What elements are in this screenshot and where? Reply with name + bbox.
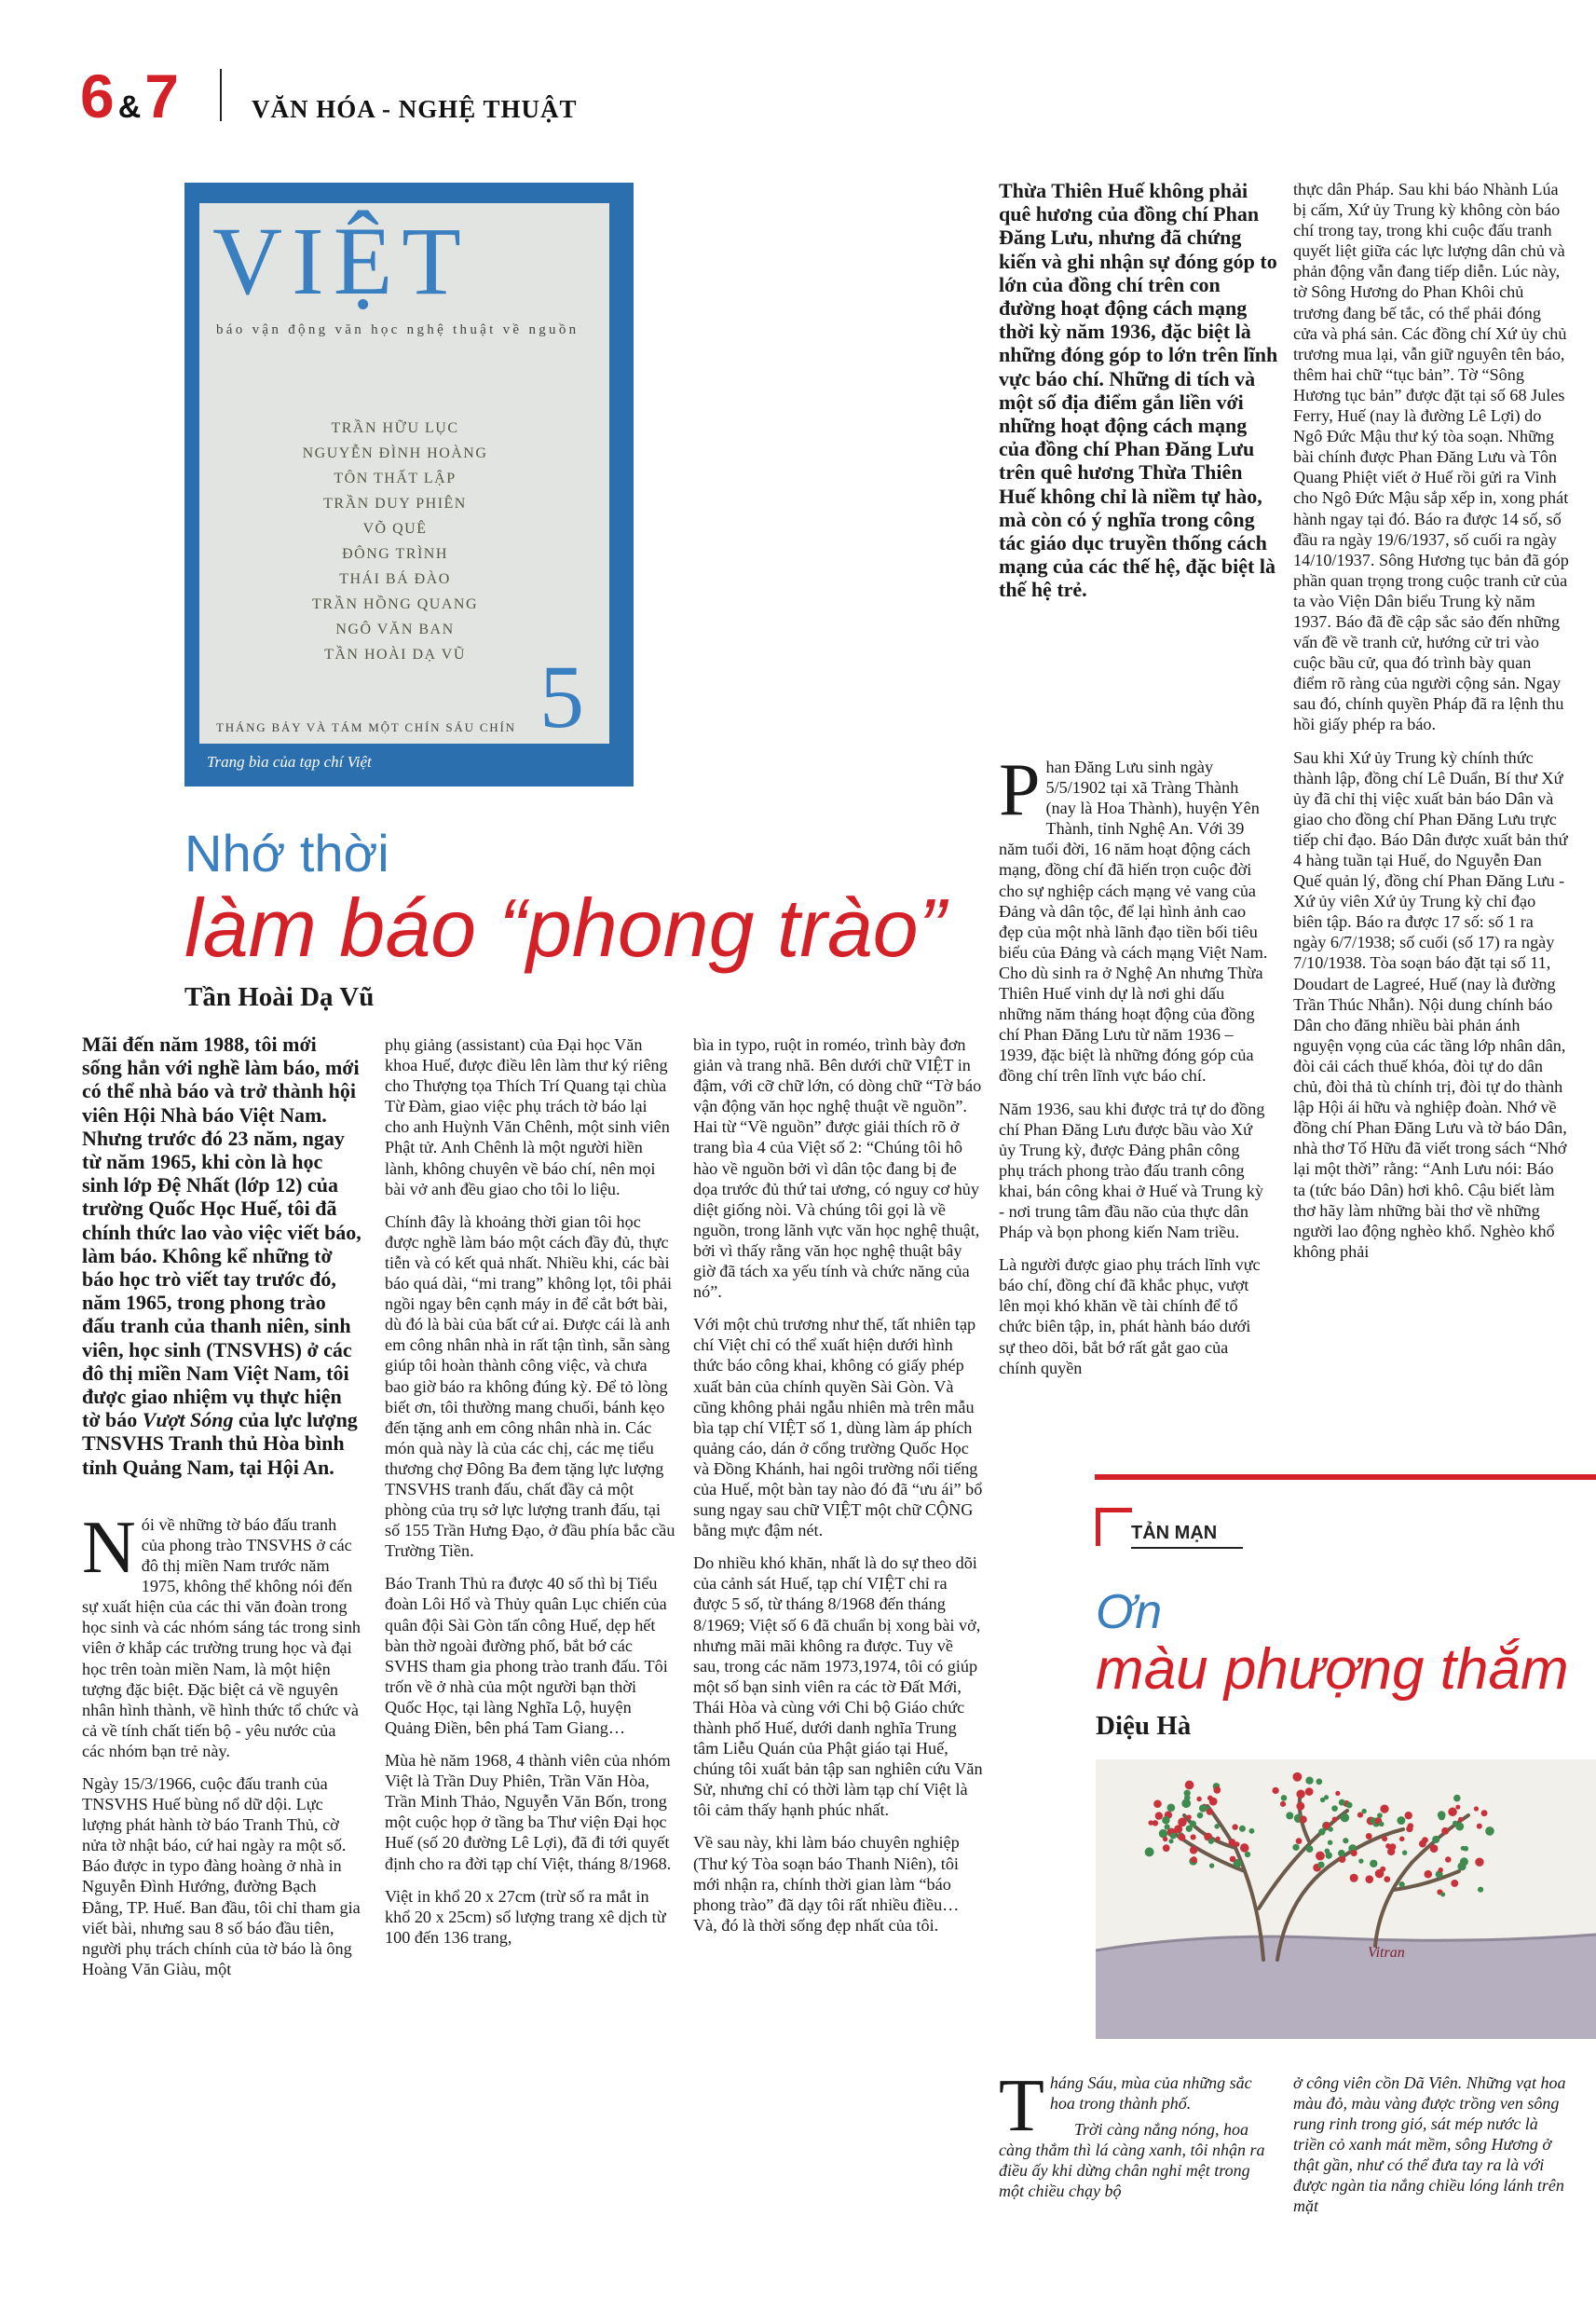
painting-leaf: [1455, 1805, 1460, 1810]
cover-name: NGUYỄN ĐÌNH HOÀNG: [302, 445, 488, 461]
painting-leaf: [1305, 1777, 1313, 1785]
article-title-line1: Nhớ thời: [184, 824, 389, 882]
painting-leaf: [1361, 1809, 1366, 1813]
painting-leaf: [1296, 1789, 1304, 1798]
painting-leaf: [1438, 1811, 1446, 1819]
painting-leaf: [1163, 1844, 1170, 1852]
paragraph: phụ giảng (assistant) của Đại học Văn khoa Huế, được điều lên làm thư ký riêng cho Thượng tọa Thích Trí Quang tại chùa Từ Đàm, giao việc phụ trách tờ báo lại cho anh Huỳnh Văn Chênh, một sinh viên Phật tử. Anh Chênh là một người hiền lành, không chuyên về báo chí, nên mọi bài vở anh đều giao cho tôi lo liệu.: [385, 1035, 670, 1198]
painting-leaf: [1377, 1813, 1383, 1818]
painting-leaf: [1190, 1821, 1196, 1827]
drop-cap: P: [999, 749, 1041, 831]
painting-leaf: [1432, 1836, 1439, 1843]
paragraph: Việt in khổ 20 x 27cm (trừ số ra mắt in khổ 20 x 25cm) số lượng trang xê dịch từ 100 đến 136 trang,: [385, 1886, 666, 1947]
painting-leaf: [1387, 1848, 1395, 1855]
painting-leaf: [1384, 1876, 1390, 1882]
painting-leaf: [1148, 1820, 1153, 1825]
painting-leaf: [1463, 1846, 1468, 1852]
painting-leaf: [1209, 1798, 1218, 1806]
painting-leaf: [1445, 1856, 1452, 1863]
painting-leaf: [1478, 1887, 1483, 1893]
cover-name: TRẦN HỮU LỤC: [331, 420, 459, 436]
painting-leaf: [1358, 1858, 1363, 1863]
paragraph: han Đăng Lưu sinh ngày 5/5/1902 tại xã Tràng Thành (nay là Hoa Thành), huyện Yên Thành, tỉnh Nghệ An. Với 39 năm tuổi đời, 16 năm hoạt động cách mạng, đồng chí đã hiến trọn cuộc đời cho sự nghiệp cách mạng vẻ vang của Đảng và dân tộc, để lại hình ảnh cao đẹp của một nhà lãnh đạo tiền bối tiêu biểu của Đảng và cách mạng Việt Nam. Cho dù sinh ra ở Nghệ An nhưng Thừa Thiên Huế vinh dự là nơi ghi dấu những năm tháng hoạt động của đồng chí Phan Đăng Lưu từ năm 1936 – 1939, đặc biệt là những đóng góp của đồng chí trên lĩnh vực báo chí.: [999, 758, 1268, 1086]
painting-leaf: [1163, 1837, 1167, 1841]
painting-leaf: [1453, 1795, 1461, 1802]
painting-leaf: [1350, 1874, 1358, 1882]
cover-name: TÔN THẤT LẬP: [334, 471, 457, 486]
paragraph: ói về những tờ báo đấu tranh của phong trào TNSVHS ở các đô thị miền Nam trước năm 1975, không thể không nói đến sự xuất hiện của các thi văn đoàn trong học sinh và các nhóm sáng tác trong sinh viên ở khắp các trường trung học và đại học trên toàn miền Nam, là một hiện tượng đặc biệt. Đặc biệt cả về nguyên nhân hình thành, về hình thức tổ chức và cả về tính chất tiến bộ - yêu nước của các nhóm bạn trẻ này.: [82, 1514, 361, 1760]
painting-leaf: [1441, 1827, 1449, 1835]
painting-leaf: [1232, 1824, 1237, 1829]
painting-leaf: [1481, 1810, 1488, 1816]
painting-leaf: [1320, 1798, 1325, 1802]
painting-leaf: [1191, 1856, 1197, 1863]
painting-leaf: [1331, 1805, 1338, 1812]
painting-leaf: [1405, 1812, 1412, 1819]
section-title: VĂN HÓA - NGHỆ THUẬT: [252, 95, 578, 123]
painting-leaf: [1296, 1838, 1303, 1844]
painting-leaf: [1317, 1862, 1324, 1868]
painting-leaf: [1245, 1852, 1250, 1857]
painting-leaf: [1424, 1870, 1432, 1879]
paragraph: Ngày 15/3/1966, cuộc đấu tranh của TNSVHS Huế bùng nổ dữ dội. Lực lượng phát hành tờ báo Tranh Thủ, cờ nửa tờ nhật báo, cứ hai ngày ra một số. Báo được in typo đàng hoàng ở nhà in Nguyễn Đình Hướng, đường Bạch Đằng, TP. Huế. Ban đầu, tôi chỉ tham gia viết bài, nhưng sau 8 số báo đầu tiên, người phụ trách chính của tờ báo là ông Hoàng Văn Giàu, một: [82, 1773, 361, 1978]
painting-leaf: [1305, 1787, 1314, 1796]
cover-name: TRẦN HỒNG QUANG: [311, 596, 479, 612]
painting-leaf: [1485, 1826, 1494, 1836]
paragraph: Với một chủ trương như thế, tất nhiên tạp chí Việt chỉ có thể xuất hiện dưới hình thức báo công khai, không có giấy phép xuất bản của chính quyền Sài Gòn. Và cũng không phải ngẫu nhiên mà trên mẫu bìa tạp chí VIỆT số 1, dùng làm áp phích quảng cáo, dán ở cổng trường Quốc Học và Đồng Khánh, hai ngôi trường nổi tiếng của Huế, một bàn tay nào đó đã “ưu ái” bổ sung ngay sau chữ VIỆT một chữ CỘNG bằng mực đậm nét.: [693, 1315, 983, 1540]
cover-caption: Trang bìa của tạp chí Việt: [207, 753, 372, 771]
painting-leaf: [1406, 1826, 1412, 1832]
painting-leaf: [1249, 1828, 1255, 1834]
cover-subtitle: báo vận động văn học nghệ thuật về nguồn: [216, 322, 580, 337]
label-underline: [1131, 1547, 1243, 1549]
painting-leaf: [1328, 1826, 1332, 1831]
paragraph: Sau khi Xứ ủy Trung kỳ chính thức thành lập, đồng chí Lê Duẩn, Bí thư Xứ ủy đã chỉ thị việc xuất bản báo Dân và giao cho đồng chí Phan Đăng Lưu trực tiếp chỉ đạo. Báo Dân được xuất bản thứ 4 hàng tuần tại Huế, do Nguyễn Đan Quế quản lý, đồng chí Phan Đăng Lưu - Xứ ủy viên Xứ ủy Trung kỳ chỉ đạo biên tập. Báo ra được 17 số: số 1 ra ngày 6/7/1938; số cuối (số 17) ra ngày 7/10/1938. Tòa soạn báo đặt tại số 11, Doudart de Lagreé, Huế (nay là đường Trần Thúc Nhẫn). Nội dung chính báo Dân cho đăng nhiều bài phản ánh nguyện vọng của các tầng lớp nhân dân, đòi cải cách thuế khóa, đòi tự do dân chủ, đòi thả tù chính trị, đòi tự do thành lập Hội ái hữu và nghiệp đoàn. Nhớ về đồng chí Phan Đăng Lưu và tờ báo Dân, nhà thơ Tố Hữu đã viết trong sách “Nhớ lại một thời” rằng: “Anh Lưu nói: Báo ta (tức báo Dân) hơi khô. Cậu biết làm thơ hãy làm những bài thơ về những người lao động nghèo khổ. Nghèo khổ không phải: [1293, 747, 1568, 1261]
painting-leaf: [1199, 1804, 1207, 1812]
painting-leaf: [1213, 1786, 1221, 1794]
painting-leaf: [1335, 1791, 1340, 1796]
painting-leaf: [1460, 1857, 1468, 1866]
painting-leaf: [1385, 1843, 1391, 1849]
paragraph: Năm 1936, sau khi được trả tự do đồng chí Phan Đăng Lưu được bầu vào Xứ ủy Trung kỳ, được Đảng phân công phụ trách phong trào đấu tranh công khai, bán công khai ở Huế và Trung kỳ - nơi trung tâm đầu não của thực dân Pháp và bọn phong kiến Nam triều.: [999, 1099, 1265, 1242]
flame-tree-painting: [1096, 1759, 1596, 2039]
painting-leaf: [1351, 1850, 1357, 1856]
label-bracket: [1096, 1508, 1132, 1546]
painting-leaf: [1190, 1846, 1197, 1854]
sidebar-column-right: [1293, 179, 1569, 1274]
paragraph: háng Sáu, mùa của những sắc hoa trong thành phố.: [1049, 2073, 1252, 2113]
essay-column-left: [999, 2065, 1275, 2201]
painting-leaf: [1422, 1837, 1428, 1843]
cover-name: TRẦN DUY PHIÊN: [323, 496, 467, 512]
painting-leaf: [1440, 1892, 1445, 1896]
cover-name: VÕ QUÊ: [362, 521, 428, 537]
painting-leaf: [1399, 1837, 1404, 1841]
painting-leaf: [1339, 1799, 1345, 1806]
painting-leaf: [1272, 1787, 1278, 1794]
painting-leaf: [1438, 1867, 1442, 1872]
essay-title-line2: màu phượng thắm: [1096, 1637, 1569, 1702]
painting-leaf: [1185, 1781, 1194, 1790]
paragraph: Trời càng nắng nóng, hoa càng thắm thì lá càng xanh, tôi nhận ra điều ấy khi dừng chân nghỉ mệt trong một chiều chạy bộ: [999, 2120, 1265, 2200]
cover-name: NGÔ VĂN BAN: [335, 622, 455, 637]
painting-leaf: [1208, 1839, 1214, 1844]
essay-column-right: [1293, 2073, 1569, 2216]
column-label: TẢN MẠN: [1131, 1523, 1218, 1543]
painting-leaf: [1341, 1813, 1350, 1823]
article-column-3: [693, 1034, 984, 1948]
article-author: Tần Hoài Dạ Vũ: [184, 982, 375, 1012]
cover-name: TẦN HOÀI DẠ VŨ: [324, 647, 466, 663]
drop-cap: T: [999, 2065, 1044, 2147]
painting-leaf: [1166, 1803, 1175, 1812]
article-column-1: [82, 1033, 361, 1991]
essay-title-line1: Ơn: [1096, 1585, 1163, 1639]
painting-leaf: [1281, 1795, 1288, 1801]
painting-leaf: [1379, 1822, 1385, 1827]
painting-leaf: [1380, 1805, 1388, 1813]
painting-leaf: [1306, 1845, 1314, 1853]
painting-leaf: [1357, 1813, 1363, 1818]
painting-leaf: [1196, 1797, 1201, 1801]
painting-leaf: [1338, 1850, 1345, 1857]
painting-leaf: [1280, 1801, 1286, 1807]
painting-leaf: [1448, 1808, 1457, 1817]
painting-leaf: [1318, 1828, 1325, 1835]
header-divider: [220, 69, 222, 121]
painting-leaf: [1474, 1806, 1479, 1811]
painting-leaf: [1477, 1824, 1482, 1829]
painting-leaf: [1159, 1829, 1167, 1838]
painting-leaf: [1382, 1836, 1387, 1841]
painting-leaf: [1170, 1833, 1177, 1840]
painting-leaf: [1398, 1881, 1404, 1887]
painting-leaf: [1240, 1843, 1249, 1853]
painting-leaf: [1292, 1772, 1302, 1782]
painting-leaf: [1286, 1812, 1293, 1819]
painting-leaf: [1430, 1844, 1439, 1853]
painting-leaf: [1453, 1821, 1457, 1826]
article-lead: Mãi đến năm 1988, tôi mới sống hẳn với nghề làm báo, mới có thể nhà báo và trở thành hội viên Hội Nhà báo Việt Nam. Nhưng trước đó 23 năm, ngay từ năm 1965, khi còn là học sinh lớp Đệ Nhất (lớp 12) của trường Quốc Học Huế, tôi đã chính thức lao vào việc viết báo, làm báo. Không kể những tờ báo học trò viết tay trước đó, năm 1965, trong phong trào đấu tranh của thanh niên, sinh viên, học sinh (TNSVHS) ở các đô thị miền Nam Việt Nam, tôi được giao nhiệm vụ thực hiện tờ báo Vượt Sóng của lực lượng TNSVHS Tranh thủ Hòa bình tỉnh Quảng Nam, tại Hội An.: [82, 1033, 361, 1479]
painting-leaf: [1186, 1814, 1191, 1819]
painting-leaf: [1162, 1816, 1169, 1824]
painting-leaf: [1153, 1799, 1162, 1808]
painting-leaf: [1178, 1834, 1185, 1841]
paragraph: Là người được giao phụ trách lĩnh vực báo chí, đồng chí đã khắc phục, vượt lên mọi khó khăn về tài chính để tổ chức biên tập, in, phát hành báo dưới sự theo dõi, bắt bớ rất gắt gao của chính quyền: [999, 1255, 1261, 1377]
cover-name: ĐÔNG TRÌNH: [342, 546, 448, 562]
cover-issue-number: 5: [539, 647, 584, 746]
drop-cap: N: [82, 1506, 136, 1589]
painting-leaf: [1178, 1818, 1187, 1827]
cover-paper: [199, 203, 609, 744]
painting-leaf: [1397, 1816, 1405, 1825]
essay-author: Diệu Hà: [1096, 1711, 1192, 1741]
article-column-2: [385, 1034, 675, 1960]
painting-leaf: [1365, 1875, 1373, 1883]
article-title-line2: làm báo “phong trào”: [184, 882, 946, 974]
painting-leaf: [1165, 1824, 1170, 1829]
painting-leaf: [1458, 1817, 1463, 1822]
painting-leaf: [1239, 1826, 1246, 1832]
page-number: 6 &7: [80, 62, 179, 130]
section-divider: [1095, 1474, 1596, 1480]
cover-image: [184, 183, 634, 787]
paragraph: Do nhiều khó khăn, nhất là do sự theo dõi của cảnh sát Huế, tạp chí VIỆT chỉ ra được 5 số, từ tháng 8/1968 đến tháng 8/1969; Việt số 6 đã chuẩn bị xong bài vở, nhưng mãi mãi không ra được. Tuy về sau, trong các năm 1973,1974, tôi có giúp một số bạn sinh viên ra các tờ Đất Mới, Thái Hòa và cùng với Chi bộ Giáo chức thành phố Huế, dưới danh nghĩa Trung tâm Liễu Quán của Phật giáo tại Huế, chúng tôi xuất bản tập san nghiên cứu Văn Sử, nhưng chỉ có thời làm tạp chí Việt là tôi cảm thấy hạnh phúc nhất.: [693, 1553, 983, 1820]
painting-leaf: [1168, 1839, 1173, 1843]
painting-leaf: [1316, 1852, 1325, 1861]
painting-leaf: [1328, 1840, 1332, 1844]
paragraph: Mùa hè năm 1968, 4 thành viên của nhóm Việt là Trần Duy Phiên, Trần Văn Hòa, Trần Minh Thảo, Nguyễn Văn Bốn, trong một cuộc họp ở tầng ba Thư viện Đại học Huế (số 20 đường Lê Lợi), đã đi tới quyết định cho ra đời tạp chí Việt, tháng 8/1968.: [385, 1751, 672, 1873]
painting-leaf: [1475, 1857, 1483, 1866]
cover-names: [255, 416, 535, 667]
cover-footer: THÁNG BẢY VÀ TÁM MỘT CHÍN SÁU CHÍN: [216, 720, 516, 734]
paragraph: thực dân Pháp. Sau khi báo Nhành Lúa bị cấm, Xứ ủy Trung kỳ không còn báo chí trong tay, trong khi cuộc đấu tranh quyết liệt giữa các lực lượng dân chủ và phản động vẫn đang tiếp diễn. Lúc này, tờ Sông Hương do Phan Khôi chủ trương đang bế tắc, có thể phải đóng cửa và phá sản. Các đồng chí Xứ ủy chủ trương mua lại, vẫn giữ nguyên tên báo, thêm hai chữ “tục bản”. Tờ “Sông Hương tục bản” được đặt tại số 68 Jules Ferry, Huế (nay là đường Lê Lợi) do Ngô Đức Mậu thư ký tòa soạn. Những bài chính được Phan Đăng Lưu và Tôn Quang Phiệt viết ở Huế rồi gửi ra Vinh cho Ngô Đức Mậu sắp xếp in, xong phát hành ngay tại đó. Báo ra được 14 số, số đầu ra ngày 19/6/1937, số cuối ra ngày 14/10/1937. Sông Hương tục bản đã góp phần quan trọng trong cuộc tranh cử của ta vào Viện Dân biểu Trung kỳ năm 1937. Báo đã đề cập sắc sảo đến những vấn đề về tranh cử, hướng cử tri vào cuộc bầu cử, qua đó trình bày quan điểm rõ ràng của người cộng sản. Ngay sau đó, chính quyền Pháp đã ra lệnh thu hồi giấy phép ra báo.: [1293, 180, 1569, 734]
paragraph: Chính đây là khoảng thời gian tôi học được nghề làm báo một cách đầy đủ, thực tiễn và có kết quả nhất. Nhiều khi, các bài báo quá dài, “mi trang” không lọt, tôi phải ngồi ngay bên cạnh máy in để cắt bớt bài, dù đó là bài của bất cứ ai. Được cái là anh em công nhân nhà in rất tận tình, sẵn sàng giúp tôi hoàn thành công việc, và chưa bao giờ báo ra không đúng kỳ. Để tỏ lòng biết ơn, tôi thường mang chuối, bánh kẹo đến tặng anh em công nhân nhà in. Các món quà này là của các chị, các mẹ tiểu thương chợ Đông Ba đem tặng lực lượng TNSVHS tranh đấu, chất đầy cả một phòng của trụ sở lực lượng tranh đấu, tại số 155 Trần Hưng Đạo, ở đầu phía bắc cầu Trường Tiền.: [385, 1211, 675, 1561]
paragraph: ở công viên cồn Dã Viên. Những vạt hoa màu đỏ, màu vàng được trồng ven sông rung rinh trong gió, sát mép nước là triền cỏ xanh mát mềm, sông Hương ở thật gần, như có thể đưa tay ra là với được ngàn tia nắng chiều lóng lánh trên mặt: [1293, 2073, 1566, 2215]
sidebar-column-left: [999, 749, 1269, 1390]
painting-leaf: [1155, 1812, 1163, 1819]
cover-name: THÁI BÁ ĐÀO: [339, 571, 451, 587]
painting-leaf: [1207, 1809, 1213, 1815]
painting-leaf: [1216, 1837, 1221, 1841]
sidebar-lead: Thừa Thiên Huế không phải quê hương của đồng chí Phan Đăng Lưu, nhưng đã chứng kiến và ghi nhận sự đóng góp to lớn của đồng chí trên con đường hoạt động cách mạng thời kỳ năm 1936, đặc biệt là những đóng góp to lớn trên lĩnh vực báo chí. Những di tích và một số địa điểm gắn liền với những hoạt động cách mạng của đồng chí Phan Đăng Lưu trên quê hương Thừa Thiên Huế không chỉ là niềm tự hào, mà còn có ý nghĩa trong công tác giáo dục truyền thống cách mạng của các thế hệ, đặc biệt là thế hệ trẻ.: [999, 179, 1278, 602]
cover-title: VIỆT: [212, 208, 471, 315]
painting-leaf: [1325, 1852, 1331, 1858]
painting-leaf: [1209, 1863, 1214, 1867]
painting-leaf: [1235, 1841, 1240, 1847]
painting-leaf: [1300, 1815, 1307, 1823]
painting-leaf: [1343, 1838, 1348, 1843]
painting-leaf: [1230, 1856, 1236, 1863]
painting-leaf: [1316, 1779, 1322, 1785]
painting-leaf: [1375, 1869, 1385, 1879]
painting-leaf: [1332, 1816, 1338, 1822]
painting-leaf: [1402, 1850, 1407, 1854]
painting-leaf: [1346, 1802, 1353, 1809]
painting-leaf: [1197, 1813, 1204, 1819]
painting-leaf: [1296, 1802, 1304, 1811]
painting-leaf: [1366, 1833, 1372, 1840]
painting-leaf: [1191, 1834, 1196, 1840]
paragraph: Về sau này, khi làm báo chuyên nghiệp (Thư ký Tòa soạn báo Thanh Niên), tôi mới nhận ra, chính thời gian làm “báo phong trào” đã dạy tôi rất nhiều điều… Và, đó là thời sống đẹp nhất của tôi.: [693, 1833, 960, 1935]
painting-leaf: [1292, 1844, 1299, 1851]
painting-leaf: [1370, 1860, 1377, 1867]
painting-signature: Vitran: [1368, 1945, 1405, 1961]
painting-leaf: [1184, 1795, 1191, 1801]
paragraph: bìa in typo, ruột in roméo, trình bày đơn giản và trang nhã. Bên dưới chữ VIỆT in đậm, với cỡ chữ lớn, có dòng chữ “Tờ báo vận động văn học nghệ thuật về nguồn”. Hai từ “Về nguồn” được giải thích rõ ở trang bìa 4 của Việt số 2: “Chúng tôi hô hào về nguồn bởi vì dân tộc đang bị đe dọa trước đủ thứ tai ương, có nguy cơ hủy diệt giống nòi. Và chúng tôi gọi là về nguồn, trong lãnh vực văn học nghệ thuật, bởi vì thấy rằng văn học nghệ thuật bây giờ đã tách xa yếu tính và chức năng của nó”.: [693, 1035, 982, 1302]
painting-leaf: [1145, 1847, 1154, 1856]
painting-leaf: [1451, 1880, 1458, 1887]
painting-leaf: [1214, 1824, 1219, 1828]
paragraph: Báo Tranh Thủ ra được 40 số thì bị Tiểu đoàn Lôi Hổ và Thủy quân Lục chiến của quân đội Sài Gòn tấn công Huế, dẹp hết bàn thờ ngoài đường phố, bắt bớ các SVHS tham gia phong trào tranh đấu. Tôi trốn về ở nhà của một người bạn thời Quốc Học, tại làng Nghĩa Lộ, huyện Quảng Điền, bên phá Tam Giang…: [385, 1574, 668, 1737]
